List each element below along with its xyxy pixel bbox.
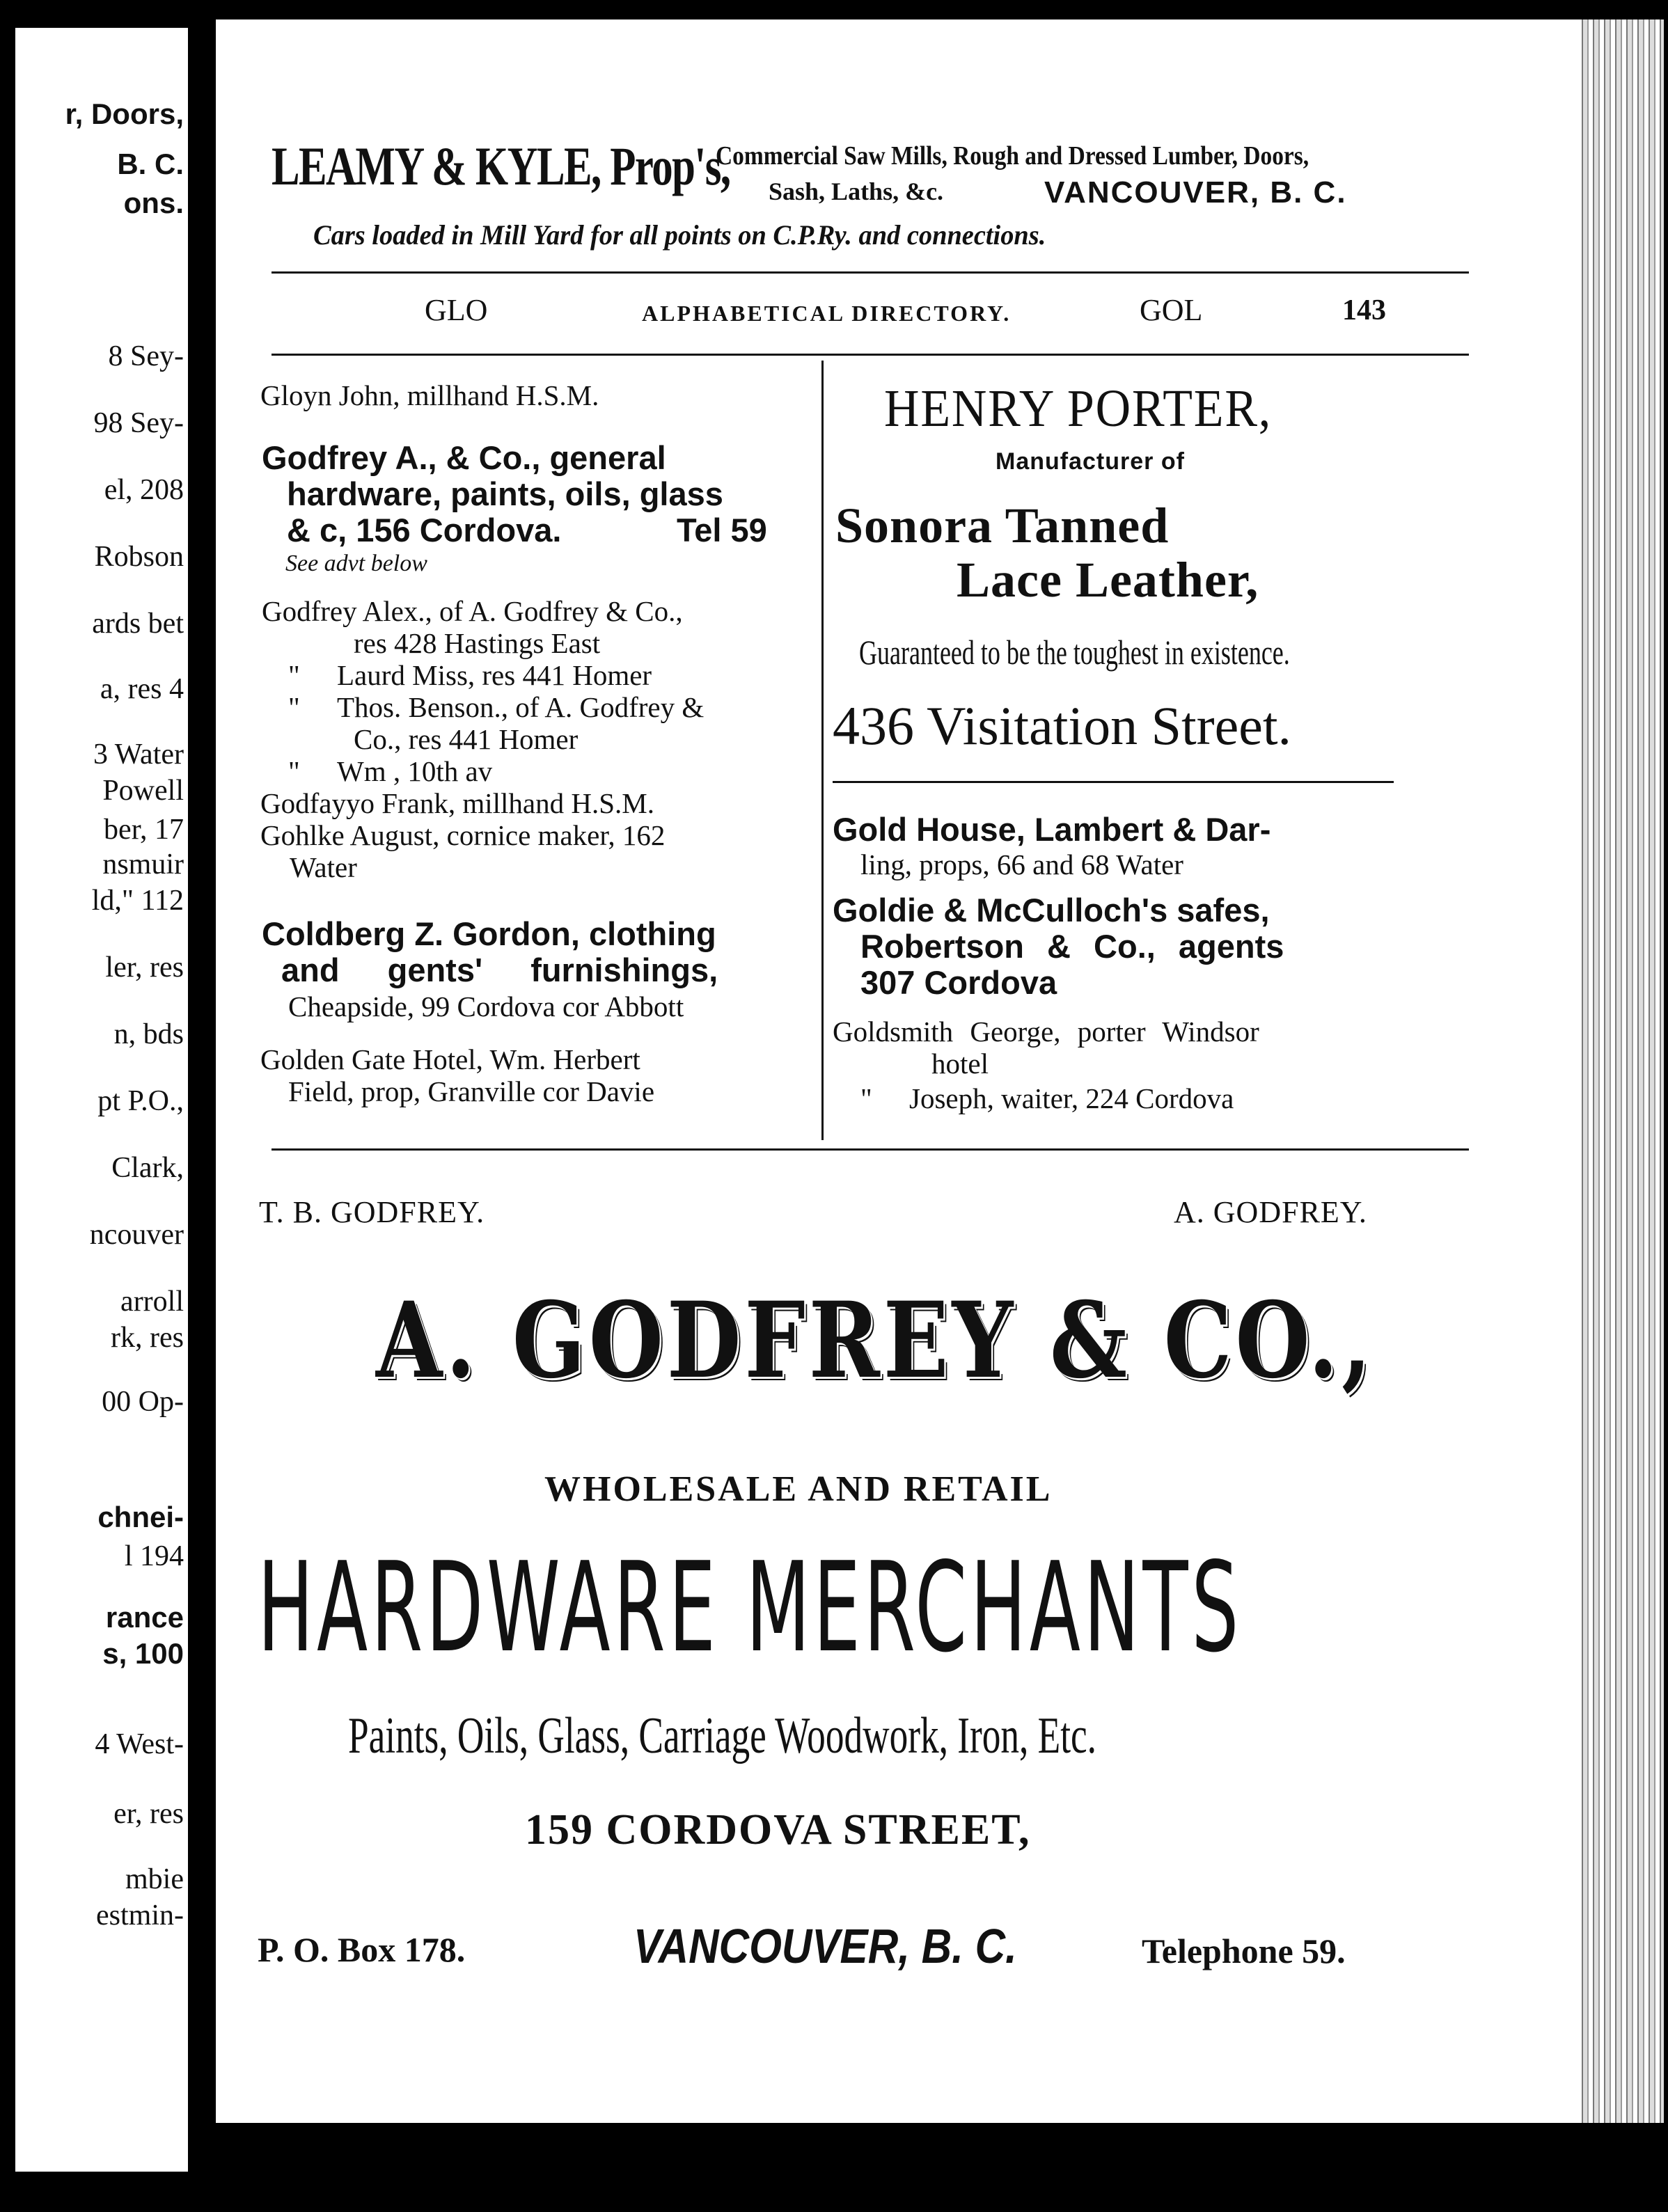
entry-godfayyo: Godfayyo Frank, millhand H.S.M. bbox=[260, 787, 654, 819]
partner-left: T. B. GODFREY. bbox=[259, 1195, 485, 1229]
godfrey-street: 159 CORDOVA STREET, bbox=[525, 1806, 1031, 1854]
see-advt-note: See advt below bbox=[285, 551, 427, 576]
porter-address: 436 Visitation Street. bbox=[833, 695, 1292, 756]
adjacent-page-line: ler, res bbox=[105, 951, 184, 983]
entry-coldberg-line1: Coldberg Z. Gordon, clothing bbox=[262, 915, 716, 952]
entry-gold-house-line2: ling, props, 66 and 68 Water bbox=[860, 848, 1183, 880]
adjacent-page-line: ards bet bbox=[92, 608, 184, 640]
adjacent-page-line: 3 Water bbox=[93, 738, 184, 771]
adjacent-page-line: a, res 4 bbox=[100, 673, 184, 705]
godfrey-city: VANCOUVER, B. C. bbox=[634, 1919, 1017, 1973]
entry-coldberg-line2-text: and gents' furnishings, bbox=[281, 951, 718, 988]
entry-thos-line2: Co., res 441 Homer bbox=[354, 723, 579, 755]
adjacent-page-line: B. C. bbox=[117, 148, 184, 180]
page-number: 143 bbox=[1342, 294, 1386, 326]
entry-thos-text: Thos. Benson., of A. Godfrey & bbox=[337, 691, 705, 723]
entry-wm bbox=[288, 755, 492, 788]
entry-gohlke-line2: Water bbox=[290, 851, 357, 883]
entry-golden-gate-line1: Golden Gate Hotel, Wm. Herbert bbox=[260, 1043, 640, 1075]
leamy-kyle-line2a: Sash, Laths, &c. bbox=[769, 177, 944, 205]
adjacent-page-line: Clark, bbox=[111, 1152, 184, 1184]
entry-goldie-line3: 307 Cordova bbox=[860, 964, 1057, 1001]
godfrey-phone: Telephone 59. bbox=[1142, 1931, 1346, 1970]
porter-subtitle: Manufacturer of bbox=[996, 448, 1185, 475]
entry-godfrey-alex-line1: Godfrey Alex., of A. Godfrey & Co., bbox=[262, 595, 683, 627]
adjacent-page-line: ons. bbox=[123, 187, 184, 219]
running-head-title: ALPHABETICAL DIRECTORY. bbox=[642, 301, 1012, 326]
adjacent-page-line: l 194 bbox=[124, 1540, 184, 1572]
adjacent-page-line: ld," 112 bbox=[91, 885, 184, 917]
adjacent-page-line: 00 Op- bbox=[102, 1386, 184, 1418]
adjacent-page-line: arroll bbox=[120, 1286, 184, 1318]
entry-coldberg-line2 bbox=[281, 952, 799, 988]
entry-gloyn: Gloyn John, millhand H.S.M. bbox=[260, 379, 599, 411]
entry-wm-text: Wm , 10th av bbox=[337, 755, 493, 787]
entry-laurd-text: Laurd Miss, res 441 Homer bbox=[337, 659, 652, 691]
leamy-kyle-line3: Cars loaded in Mill Yard for all points on C.P.Ry. and connections. bbox=[313, 219, 1046, 251]
adjacent-page-line: er, res bbox=[113, 1798, 184, 1830]
godfrey-goods: Paints, Oils, Glass, Carriage Woodwork, Iron, Etc. bbox=[348, 1707, 1096, 1764]
adjacent-page-fragment bbox=[15, 28, 188, 2172]
godfrey-headline: HARDWARE MERCHANTS bbox=[258, 1535, 1243, 1680]
leamy-kyle-line1: Commercial Saw Mills, Rough and Dressed Lumber, Doors, bbox=[716, 141, 1309, 171]
running-head-rule bbox=[272, 354, 1469, 356]
entry-gold-house-line1: Gold House, Lambert & Dar- bbox=[833, 811, 1271, 848]
header-rule bbox=[272, 271, 1469, 274]
partner-right: A. GODFREY. bbox=[1174, 1195, 1367, 1229]
leamy-kyle-line2b: VANCOUVER, B. C. bbox=[1044, 175, 1347, 210]
adjacent-page-line: rk, res bbox=[111, 1322, 184, 1354]
porter-product-line2: Lace Leather, bbox=[957, 552, 1259, 608]
entry-goldie-line2: Robertson & Co., agents bbox=[860, 928, 1284, 965]
porter-ad-rule bbox=[833, 781, 1394, 783]
adjacent-page-line: pt P.O., bbox=[97, 1085, 184, 1117]
godfrey-box: P. O. Box 178. bbox=[258, 1930, 466, 1969]
adjacent-page-line: 8 Sey- bbox=[108, 340, 184, 372]
adjacent-page-line: r, Doors, bbox=[65, 97, 184, 130]
porter-guarantee: Guaranteed to be the toughest in existence. bbox=[859, 633, 1290, 672]
adjacent-page-line: ber, 17 bbox=[104, 814, 184, 846]
entry-thos bbox=[288, 690, 704, 724]
adjacent-page-line: chnei- bbox=[97, 1501, 184, 1533]
adjacent-page-line: estmin- bbox=[96, 1899, 184, 1931]
adjacent-page-line: 98 Sey- bbox=[93, 407, 184, 439]
entry-gohlke-line1: Gohlke August, cornice maker, 162 bbox=[260, 819, 666, 851]
entry-goldie-line1: Goldie & McCulloch's safes, bbox=[833, 892, 1270, 929]
entry-godfrey-alex-line2: res 428 Hastings East bbox=[354, 627, 601, 659]
ditto-mark: " bbox=[288, 755, 300, 787]
adjacent-page-line: el, 208 bbox=[104, 474, 184, 506]
godfrey-trade: WHOLESALE AND RETAIL bbox=[544, 1469, 1053, 1509]
entry-godfrey-co-tel: Tel 59 bbox=[677, 512, 767, 548]
ditto-mark: " bbox=[860, 1082, 872, 1114]
entry-goldsmith-line1: Goldsmith George, porter Windsor bbox=[833, 1016, 1259, 1048]
guide-word-left: GLO bbox=[425, 293, 488, 327]
entry-godfrey-co-line1: Godfrey A., & Co., general bbox=[262, 439, 666, 476]
adjacent-page-line: Robson bbox=[94, 541, 184, 573]
guide-word-right: GOL bbox=[1140, 293, 1203, 327]
adjacent-page-line: nsmuir bbox=[102, 848, 184, 880]
entries-bottom-rule bbox=[272, 1148, 1469, 1151]
entry-coldberg-line3: Cheapside, 99 Cordova cor Abbott bbox=[288, 990, 684, 1022]
porter-name: HENRY PORTER, bbox=[884, 379, 1273, 438]
leamy-kyle-firm: LEAMY & KYLE, Prop's, bbox=[272, 136, 730, 196]
porter-product-line1: Sonora Tanned bbox=[835, 498, 1170, 553]
adjacent-page-line: Powell bbox=[102, 775, 184, 807]
adjacent-page-line: mbie bbox=[125, 1863, 184, 1895]
ditto-mark: " bbox=[288, 659, 300, 691]
column-divider bbox=[821, 361, 824, 1140]
page-edges bbox=[1566, 19, 1664, 2123]
adjacent-page-line: rance bbox=[105, 1601, 184, 1634]
adjacent-page-line: ncouver bbox=[89, 1219, 184, 1251]
ditto-mark: " bbox=[288, 691, 300, 723]
entry-laurd bbox=[288, 658, 652, 692]
entry-godfrey-co-line3: & c, 156 Cordova. bbox=[287, 512, 562, 548]
entry-joseph-text: Joseph, waiter, 224 Cordova bbox=[909, 1082, 1234, 1114]
directory-page bbox=[216, 19, 1580, 2123]
entry-joseph bbox=[860, 1082, 1234, 1115]
entry-golden-gate-line2: Field, prop, Granville cor Davie bbox=[288, 1075, 655, 1107]
adjacent-page-line: n, bds bbox=[113, 1018, 184, 1050]
adjacent-page-line: 4 West- bbox=[95, 1728, 184, 1760]
adjacent-page-line: s, 100 bbox=[102, 1637, 184, 1670]
godfrey-firm-name: A. GODFREY & CO., bbox=[376, 1279, 1375, 1402]
entry-goldsmith-line2: hotel bbox=[931, 1048, 989, 1080]
entry-godfrey-co-line2: hardware, paints, oils, glass bbox=[287, 475, 723, 512]
